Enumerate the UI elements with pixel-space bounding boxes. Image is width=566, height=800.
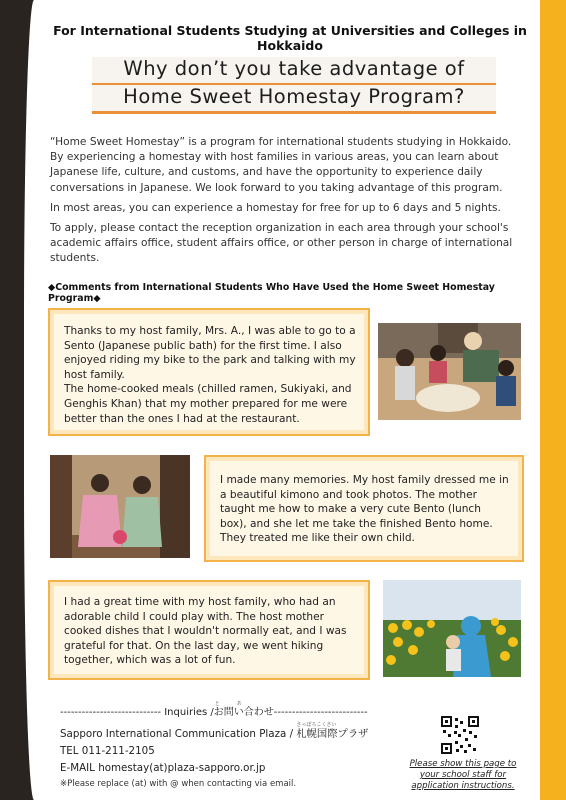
email-address: E-MAIL homestay(at)plaza-sapporo.or.jp: [60, 762, 266, 774]
comment-text-3: I had a great time with my host family, who had an adorable child I could play with. The host mother cooked dishes that I wouldn't normally eat, and I was grateful for that. On the last day, we went hiking together, which was a lot of fun.: [64, 596, 347, 667]
intro-paragraph-1: “Home Sweet Homestay” is a program for international students studying in Hokkaido. By experiencing a homestay with host families in various areas, you can learn about Japanese life, culture, and customs, and have the opportunity to experience daily conversations in Japanese. We look forward to you taking advantage of this program.: [50, 136, 512, 194]
org-ja-wrap: [296, 722, 369, 740]
title-line-2: Home Sweet Homestay Program?: [123, 85, 465, 108]
page-title: [92, 57, 498, 113]
org-ja: 札幌国際プラザ: [296, 728, 369, 740]
dashes-left: ----------------------------: [60, 707, 162, 718]
intro-paragraph-2: In most areas, you can experience a homestay for free for up to 6 days and 5 nights.: [50, 201, 501, 214]
photo-kimono: [50, 455, 190, 558]
show-page-note: Please show this page to your school staff for application instructions.: [409, 759, 517, 791]
left-decor-strip: [0, 0, 34, 800]
inquiries-ja-text: お問い合わせ: [213, 707, 274, 718]
comment-card-2: [204, 455, 524, 562]
photo-sunflowers: [383, 580, 521, 677]
organization-name: [60, 722, 369, 740]
dashes-right: --------------------------: [273, 707, 368, 718]
comment-card-3: [48, 580, 370, 680]
org-ruby: さっぽろこくさい: [296, 722, 337, 728]
comment-text-2: I made many memories. My host family dressed me in a beautiful kimono and took photos. The mother taught me how to make a very cute Bento (lunch box), and she let me take the finished Bento home. They treated me like their own child.: [220, 474, 509, 545]
comment-text-1: Thanks to my host family, Mrs. A., I was able to go to a Sento (Japanese public bath) for the first time. I also enjoyed riding my bike to the park and talking with my host family. The home-cooked meals (chilled ramen, Sukiyaki, and Genghis Khan) that my mother prepared for me were better than the ones I had at the restaurant.: [64, 325, 356, 425]
intro-paragraph-3: To apply, please contact the reception organization in each area through your school's academic affairs office, student affairs office, or other person in charge of international students.: [50, 222, 513, 265]
ruby-a: あ: [236, 701, 242, 707]
intro-text: [50, 135, 528, 272]
comment-card-1: [48, 308, 370, 436]
phone-number: TEL 011-211-2105: [60, 745, 155, 757]
comments-section-title: ◆Comments from International Students Who Have Used the Home Sweet Homestay Program◆: [48, 282, 495, 304]
inquiries-ja: [213, 701, 274, 718]
qr-code[interactable]: [441, 716, 479, 754]
org-en: Sapporo International Communication Plaza /: [60, 728, 297, 740]
email-note: ※Please replace (at) with @ when contacting via email.: [60, 779, 297, 789]
photo-board-game: [378, 323, 521, 420]
right-decor-strip: [540, 0, 566, 800]
ruby-to: と: [214, 701, 220, 707]
inquiries-label: Inquiries /: [164, 707, 214, 718]
page-subtitle: For International Students Studying at Universities and Colleges in Hokkaido: [53, 23, 527, 53]
title-line-1: Why don’t you take advantage of: [123, 57, 465, 80]
